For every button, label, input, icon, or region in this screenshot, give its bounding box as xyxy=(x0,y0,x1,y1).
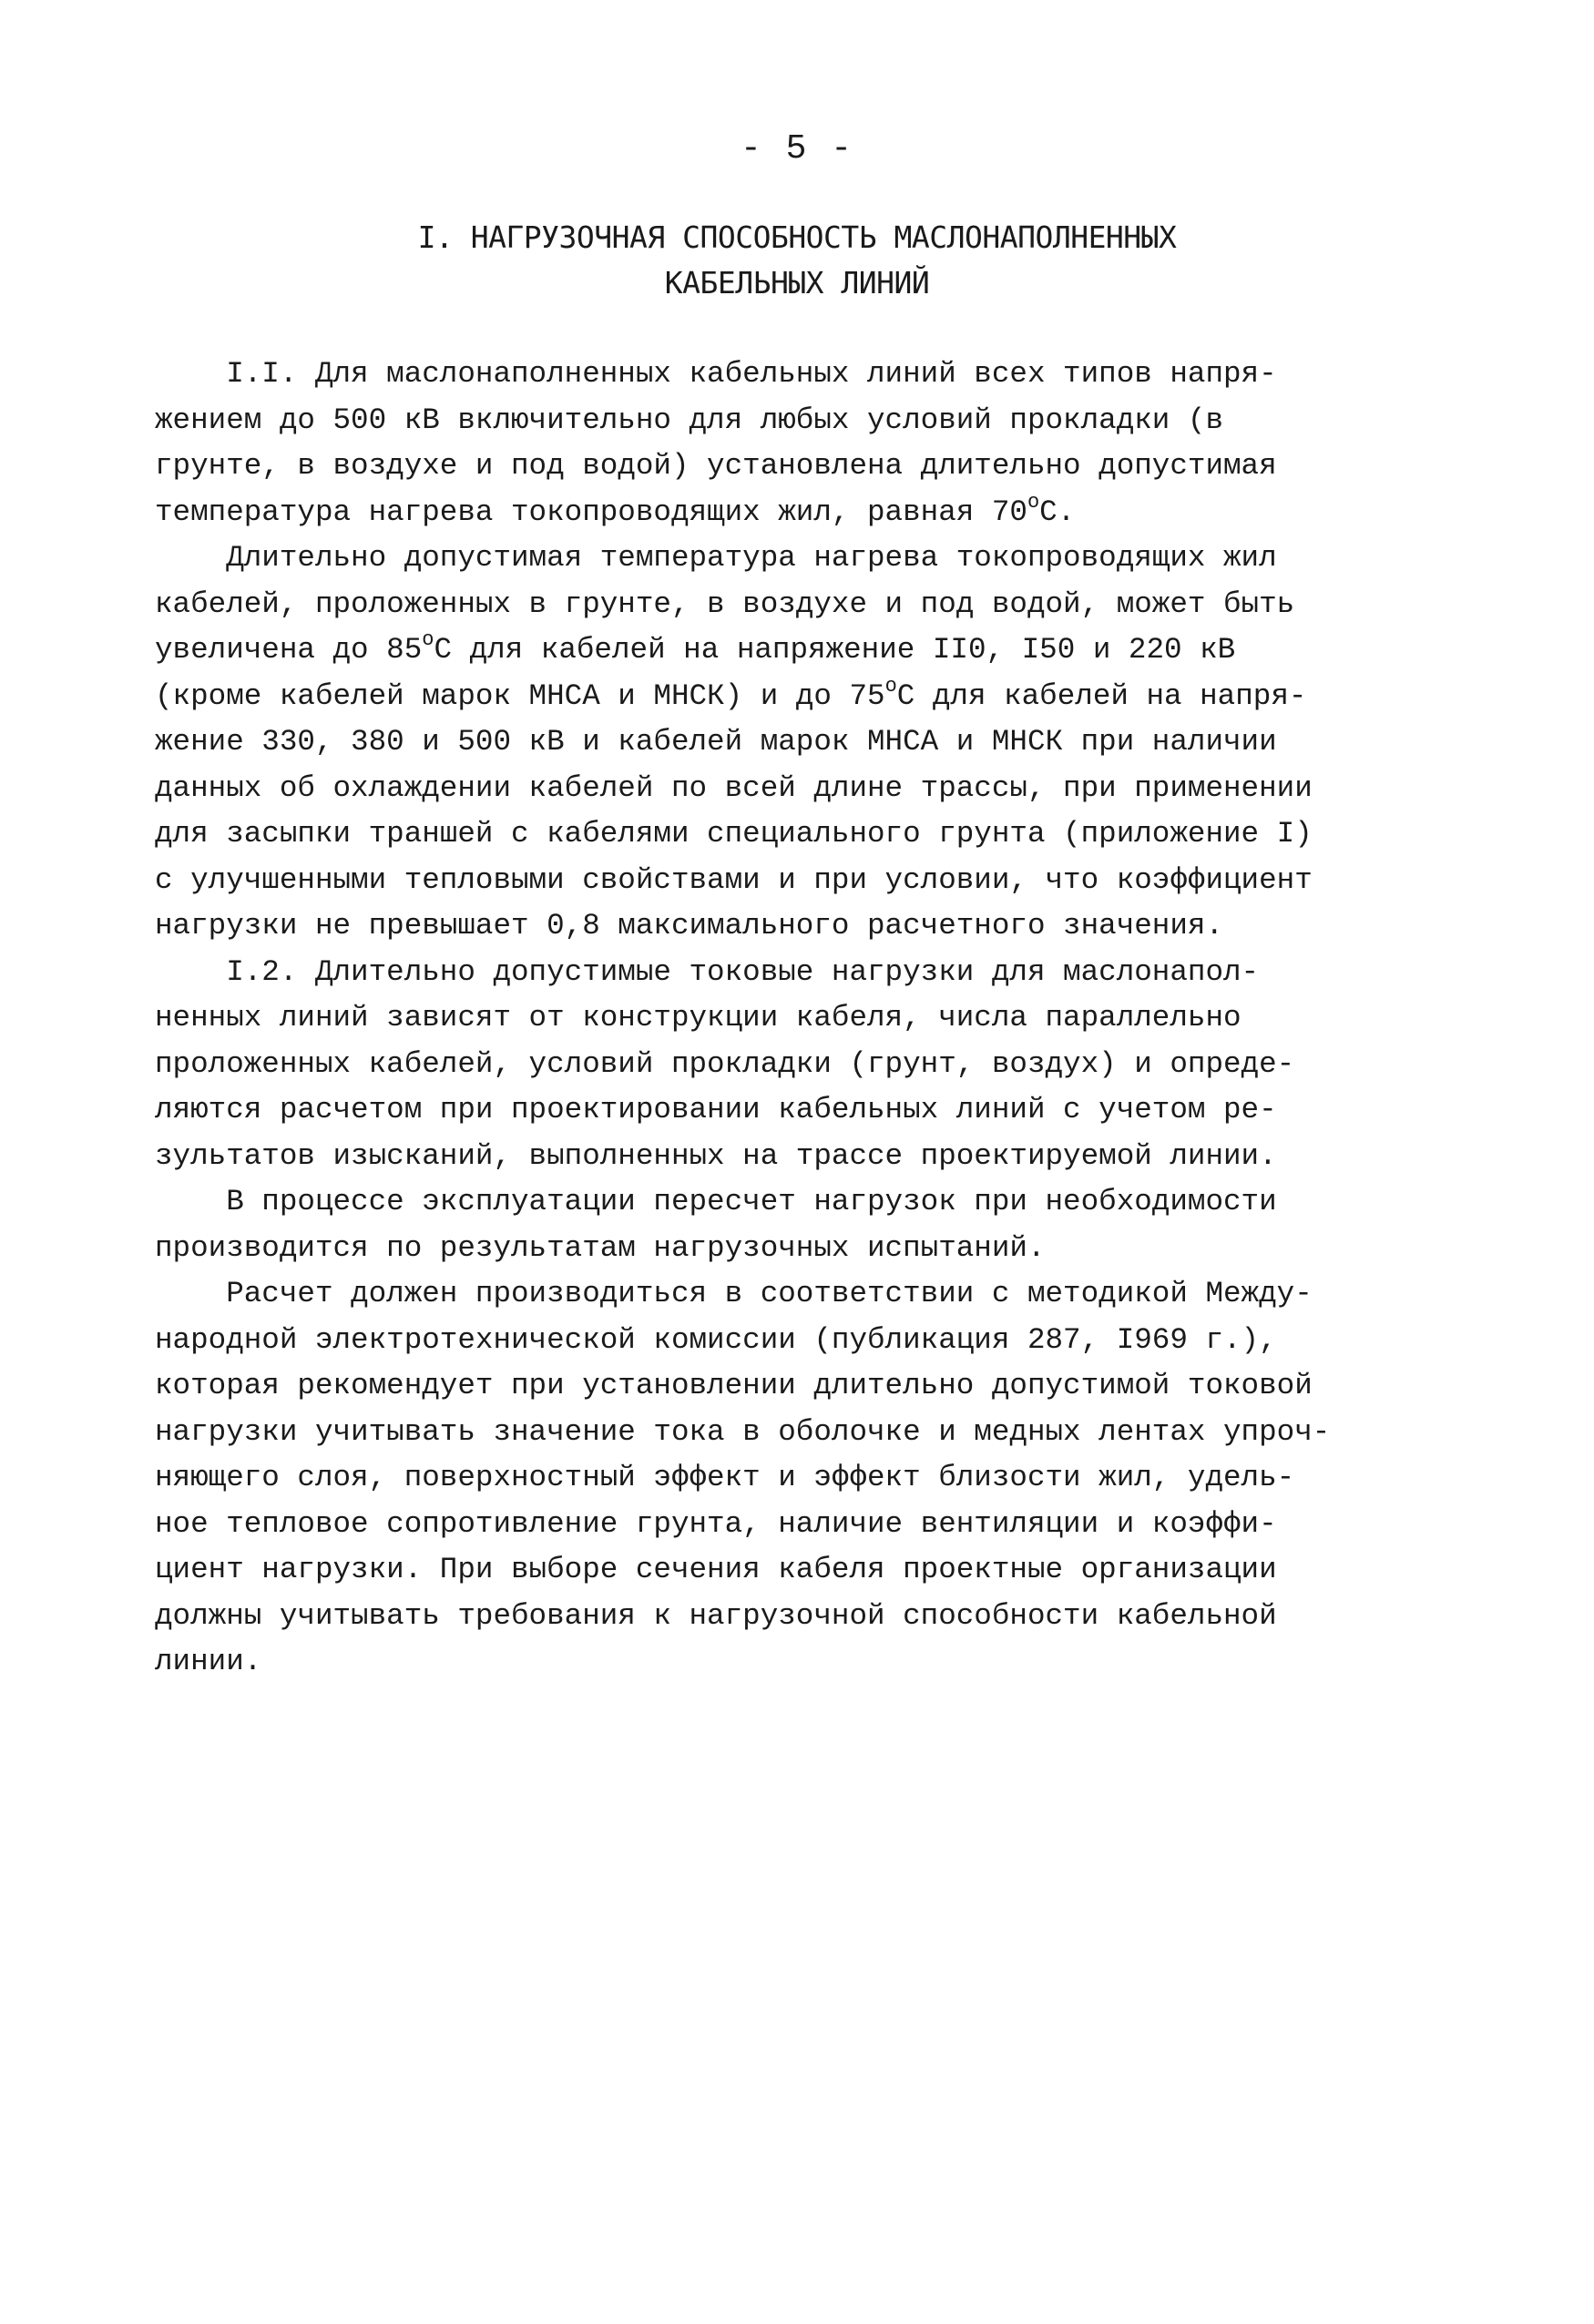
text-line: жением до 500 кВ включительно для любых условий прокладки (в xyxy=(155,403,1224,437)
section-heading-line-1: I. НАГРУЗОЧНАЯ СПОСОБНОСТЬ МАСЛОНАПОЛНЕННЫХ xyxy=(417,219,1177,255)
text-line: I.2. Длительно допустимые токовые нагрузки для маслонапол- xyxy=(155,954,1260,989)
text-line: с улучшенными тепловыми свойствами и при условии, что коэффициент xyxy=(155,862,1313,897)
text-line: В процессе эксплуатации пересчет нагрузок при необходимости xyxy=(155,1185,1277,1218)
text-line: линии. xyxy=(155,1645,262,1678)
text-line: для засыпки траншей с кабелями специального грунта (приложение I) xyxy=(155,817,1313,851)
text-line: I.I. Для маслонаполненных кабельных линий всех типов напря- xyxy=(155,357,1277,391)
text-line: нагрузки учитывать значение тока в оболочке и медных лентах упроч- xyxy=(155,1414,1331,1449)
text-line: зультатов изысканий, выполненных на трассе проектируемой линии. xyxy=(155,1138,1277,1173)
text-line: проложенных кабелей, условий прокладки (грунт, воздух) и опреде- xyxy=(155,1046,1295,1081)
text-line xyxy=(155,674,1430,720)
section-heading xyxy=(0,215,1594,306)
text-line: циент нагрузки. При выборе сечения кабеля проектные организации xyxy=(155,1553,1277,1586)
text-segment: С. xyxy=(1039,494,1076,529)
degree-superscript: о xyxy=(1027,490,1040,514)
section-heading-line-2: КАБЕЛЬНЫХ ЛИНИЙ xyxy=(664,265,930,301)
text-line: Расчет должен производиться в соответствии с методикой Между- xyxy=(155,1277,1313,1310)
text-segment: увеличена до 85 xyxy=(155,633,423,667)
text-line: данных об охлаждении кабелей по всей длине трассы, при применении xyxy=(155,770,1313,805)
text-line xyxy=(155,490,1430,536)
text-line: ляются расчетом при проектировании кабельных линий с учетом ре- xyxy=(155,1093,1277,1126)
text-line: няющего слоя, поверхностный эффект и эффект близости жил, удель- xyxy=(155,1461,1295,1494)
text-line: кабелей, проложенных в грунте, в воздухе и под водой, может быть xyxy=(155,586,1295,621)
page-number: - 5 - xyxy=(740,129,854,168)
text-line: производится по результатам нагрузочных испытаний. xyxy=(155,1230,1046,1265)
text-segment: (кроме кабелей марок МНСА и МНСК) и до 75 xyxy=(155,678,885,713)
degree-superscript: о xyxy=(884,674,897,698)
text-segment: температура нагрева токопроводящих жил, равная 70 xyxy=(155,494,1027,529)
text-segment: С для кабелей на напряжение II0, I50 и 220 кВ xyxy=(434,633,1236,667)
text-line: ное тепловое сопротивление грунта, наличие вентиляции и коэффи- xyxy=(155,1506,1277,1541)
text-line: должны учитывать требования к нагрузочной способности кабельной xyxy=(155,1598,1277,1633)
text-line: нагрузки не превышает 0,8 максимального расчетного значения. xyxy=(155,909,1224,943)
text-segment: С для кабелей на напря- xyxy=(896,678,1307,713)
text-line: грунте, в воздухе и под водой) установлена длительно допустимая xyxy=(155,449,1277,483)
text-line: Длительно допустимая температура нагрева токопроводящих жил xyxy=(155,541,1277,575)
body-text xyxy=(155,352,1430,1686)
text-line: народной электротехнической комиссии (публикация 287, I969 г.), xyxy=(155,1322,1277,1357)
text-line: жение 330, 380 и 500 кВ и кабелей марок МНСА и МНСК при наличии xyxy=(155,725,1277,759)
text-line xyxy=(155,627,1430,674)
text-line: которая рекомендует при установлении длительно допустимой токовой xyxy=(155,1369,1313,1402)
degree-superscript: о xyxy=(422,628,434,651)
text-line: ненных линий зависят от конструкции кабеля, числа параллельно xyxy=(155,1001,1241,1035)
